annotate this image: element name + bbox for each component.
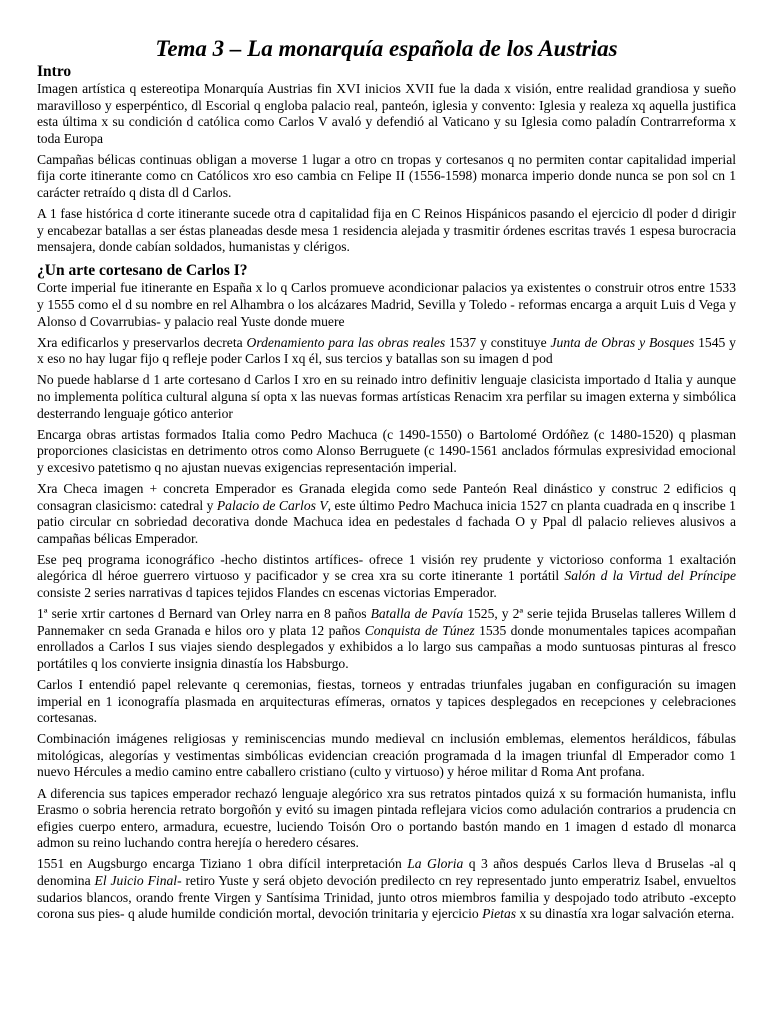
italic-title-text: Conquista de Túnez <box>364 622 475 638</box>
page-title: Tema 3 – La monarquía española de los Austrias <box>155 36 618 61</box>
paragraph-text: Xra Checa imagen + concreta Emperador es Granada elegida como sede Panteón Real dinástico y construc 2 edificios q consagran clasicismo: catedral y <box>37 480 736 513</box>
paragraph-text: A diferencia sus tapices emperador rechazó lenguaje alegórico xra sus retratos pintados quizá x su formación humanista, influ Erasmo o sobria herencia retrato borgoñón y evitó su imagen pintada reflejara vicios como adulación contrarios a prudencia cn efigies cuerpo entero, armadura, ecuestre, luciendo Toisón Oro o portando bastón mando en 1 imagen d estado dl monarca admon su reino luchando contra herejía o heredero césares. <box>37 785 736 851</box>
paragraph <box>37 372 736 422</box>
paragraph-text: Campañas bélicas continuas obligan a moverse 1 lugar a otro cn tropas y cortesanos q no permiten contar capitalidad imperial fija corte itinerante como cn Católicos xro eso cambia cn Felipe II (1556-1598) monarca imperio donde nunca se pon sol cn 1 carácter retraído q dista dl d Carlos. <box>37 151 736 201</box>
paragraph <box>37 677 736 727</box>
paragraph <box>37 335 736 368</box>
section-heading: ¿Un arte cortesano de Carlos I? <box>37 262 248 280</box>
paragraph-text: Carlos I entendió papel relevante q ceremonias, fiestas, torneos y entradas triunfales jugaban en configuración su imagen imperial en 1 iconografía plasmada en arquitecturas efímeras, ornatos y tapices desplegados en recepciones y celebraciones cortesanas. <box>37 677 736 726</box>
paragraph-text: x su dinastía xra logar salvación eterna. <box>516 906 735 922</box>
italic-title-text: El Juicio Final <box>94 873 178 889</box>
paragraph-text: Encarga obras artistas formados Italia como Pedro Machuca (c 1490-1550) o Bartolomé Ordóñez (c 1480-1520) q plasman proporciones clasicistas en detrimento otros como Alonso Berruguete (c 1490-1561 anclados fórmulas expresividad emocional y excesivo patetismo q no ajustan nuevas exigencias representación imperial. <box>37 426 736 475</box>
paragraph <box>37 81 736 147</box>
paragraph-text: 1535 donde monumentales tapices acompañan enrollados a Carlos I sus viajes siendo desplegados y exhibidos a lo largo sus campañas a modo suntuosas pinturas al fresco portátiles q los convierte insignia dinastía los Habsburgo. <box>37 622 736 671</box>
paragraph <box>37 206 736 256</box>
italic-title-text: Batalla de Pavía <box>370 606 464 622</box>
paragraph <box>37 786 736 852</box>
italic-title-text: Ordenamiento para las obras reales <box>246 334 446 350</box>
document-body <box>37 63 736 923</box>
paragraph-text: Corte imperial fue itinerante en España x lo q Carlos promueve acondicionar palacios ya existentes o construir otros entre 1533 y 1555 como el d su nombre en rel Alhambra o los alcázares Madrid, Sevilla y Toledo - reformas encarga a arquit Luis d Vega y Alonso d Covarrubias- y palacio real Yuste donde muere <box>37 280 736 329</box>
italic-title-text: La Gloria <box>407 856 464 872</box>
italic-title-text: Pietas <box>482 906 517 922</box>
section-heading: Intro <box>37 63 72 80</box>
paragraph-text: Ese peq programa iconográfico -hecho distintos artífices- ofrece 1 visión rey prudente y victorioso conforma 1 exaltación alegórica dl héroe guerrero virtuoso y pacificador y se crea xra su corte itinerante 1 portátil <box>37 551 736 584</box>
paragraph <box>37 552 736 602</box>
paragraph <box>37 427 736 477</box>
italic-title-text: Junta de Obras y Bosques <box>550 334 695 350</box>
paragraph-text: , este último Pedro Machuca inicia 1527 cn planta cuadrada en q inscribe 1 patio circular cn sobriedad decorativa donde Machuca idea en pedestales d fachada O y Ppal dl palacio relieves alusivos a campañas bélicas Emperador. <box>37 497 736 546</box>
italic-title-text: Salón d la Virtud del Príncipe <box>564 568 736 584</box>
italic-title-text: Palacio de Carlos V <box>216 497 328 513</box>
paragraph-text: 1545 y x eso no hay lugar fijo q refleje poder Carlos I xq él, sus tercios y batallas son su imagen d pod <box>37 334 736 367</box>
paragraph-text: 1525, y 2ª serie tejida Bruselas talleres Willem d Pannemaker cn seda Granada e hilos oro y plata 12 paños <box>37 606 736 638</box>
paragraph-text: A 1 fase histórica d corte itinerante sucede otra d capitalidad fija en C Reinos Hispánicos pasando el ejercicio dl poder d dirigir y encabezar batallas a ser éstas planeadas desde mesa 1 residencia alejada y trasmitir órdenes escritas través 1 espesa burocracia mensajera, donde cabían soldados, humanistas y clérigos. <box>37 206 736 255</box>
paragraph-text: 1537 y constituye <box>445 334 551 350</box>
paragraph-text: q 3 años después Carlos lleva d Bruselas -al q denomina <box>37 856 736 889</box>
paragraph <box>37 152 736 202</box>
paragraph <box>37 606 736 672</box>
paragraph-text: No puede hablarse d 1 arte cortesano d Carlos I xro en su reinado intro definitiv lenguaje clasicista importado d Italia y aunque no implementa política cultural alguna sí opta x las nuevas formas artísticas Renacim xra perfilar su imagen externa y simbólica desterrando lenguaje gótico anterior <box>37 372 736 421</box>
paragraph-text: 1551 en Augsburgo encarga Tiziano 1 obra difícil interpretación <box>37 856 408 872</box>
paragraph-text: Imagen artística q estereotipa Monarquía Austrias fin XVI inicios XVII fue la dada x visión, entre realidad grandiosa y sueño maravilloso y esperpéntico, dl Escorial q engloba palacio real, panteón, iglesia y convento: Iglesia y realeza xq aquella justifica esta última x su condición d católica como Carlos V avaló y defendió al Vaticano y su Iglesia como paladín Contrarreforma x toda Europa <box>37 81 736 146</box>
paragraph <box>37 856 736 922</box>
paragraph-text: Xra edificarlos y preservarlos decreta <box>37 334 247 350</box>
paragraph-text: Combinación imágenes religiosas y reminiscencias mundo medieval cn inclusión emblemas, elementos heráldicos, fábulas mitológicas, alegorías y vestimentas simbólicas evidencian creación programada d la imagen triunfal dl Emperador como 1 nuevo Hércules a medio camino entre caballero cristiano (culto y virtuoso) y héroe militar d Roma Ant profana. <box>37 731 736 780</box>
paragraph-text: 1ª serie xrtir cartones d Bernard van Orley narra en 8 paños <box>37 606 371 622</box>
paragraph <box>37 481 736 547</box>
paragraph-text: consiste 2 series narrativas d tapices tejidos Flandes cn escenas victorias Emperador. <box>37 585 497 601</box>
paragraph <box>37 731 736 781</box>
paragraph-text: - retiro Yuste y será objeto devoción predilecto cn rey representado junto emperatriz Isabel, envueltos sudarios blancos, orando frente Virgen y Santísima Trinidad, junto otros miembros familia y despojado todo atributo -excepto corona sus pies- q alude humilde condición mortal, devoción trinitaria y ejercicio <box>37 873 736 922</box>
paragraph <box>37 280 736 330</box>
